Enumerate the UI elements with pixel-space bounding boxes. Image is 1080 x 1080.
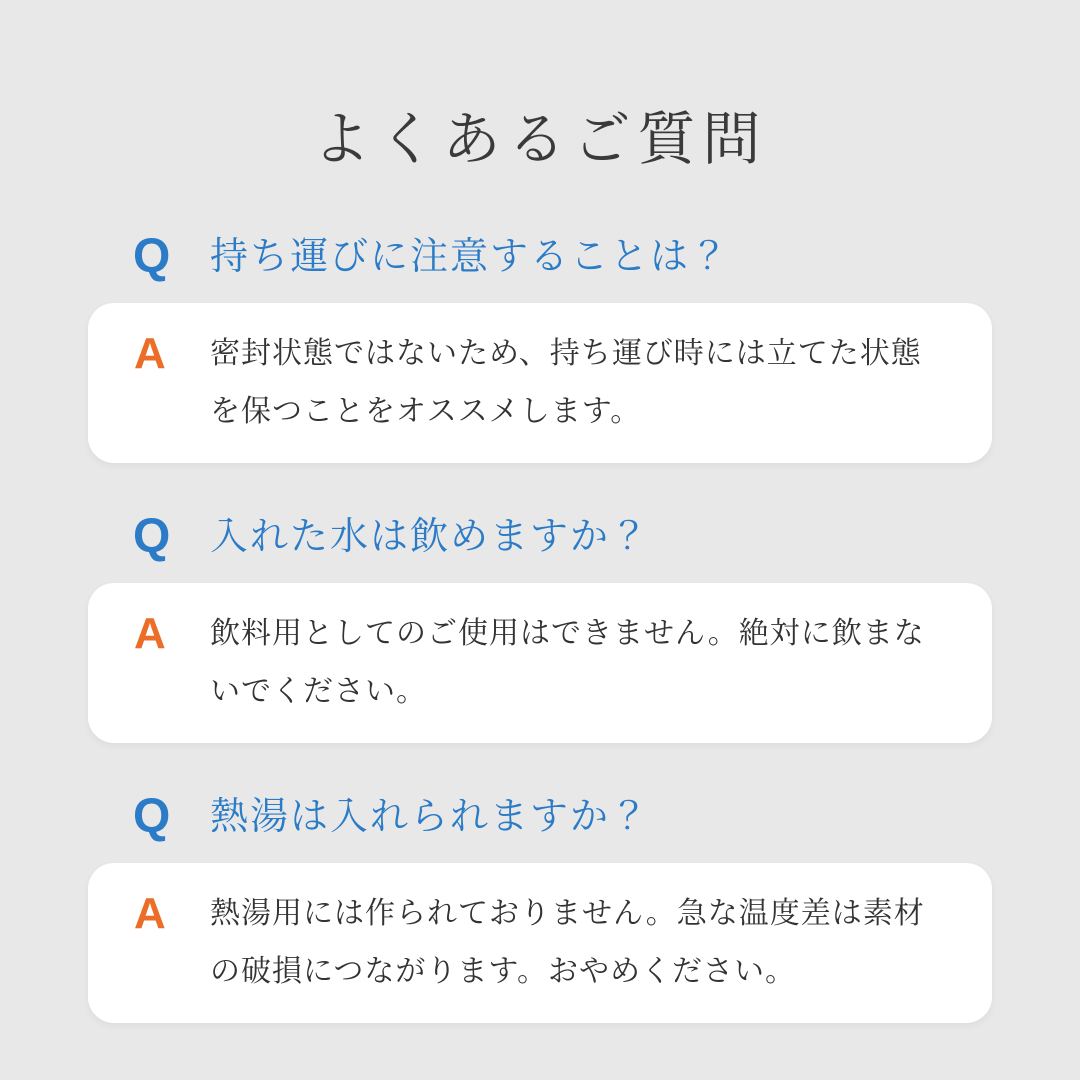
faq-item <box>0 231 1080 463</box>
answer-card <box>88 303 992 463</box>
answer-mark-label: A <box>134 608 166 658</box>
answer-card <box>88 863 992 1023</box>
question-text: 持ち運びに注意することは？ <box>210 235 731 278</box>
question-row <box>133 511 1080 563</box>
page-title: よくあるご質問 <box>312 106 768 172</box>
faq-item <box>0 791 1080 1023</box>
question-mark-label: Q <box>133 229 171 283</box>
question-text: 入れた水は飲めますか？ <box>210 515 651 558</box>
answer-mark-label: A <box>134 888 166 938</box>
question-mark-label: Q <box>133 789 171 843</box>
answer-mark-label: A <box>134 328 166 378</box>
question-row <box>133 791 1080 843</box>
question-mark-label: Q <box>133 509 171 563</box>
answer-card <box>88 583 992 743</box>
answer-text: 熱湯用には作られておりません。急な温度差は素材の破損につながります。おやめください。 <box>210 896 925 988</box>
answer-text: 飲料用としてのご使用はできません。絶対に飲まないでください。 <box>210 616 925 708</box>
question-text: 熱湯は入れられますか？ <box>210 795 651 838</box>
faq-item <box>0 511 1080 743</box>
question-row <box>133 231 1080 283</box>
answer-text: 密封状態ではないため、持ち運び時には立てた状態を保つことをオススメします。 <box>210 336 922 428</box>
